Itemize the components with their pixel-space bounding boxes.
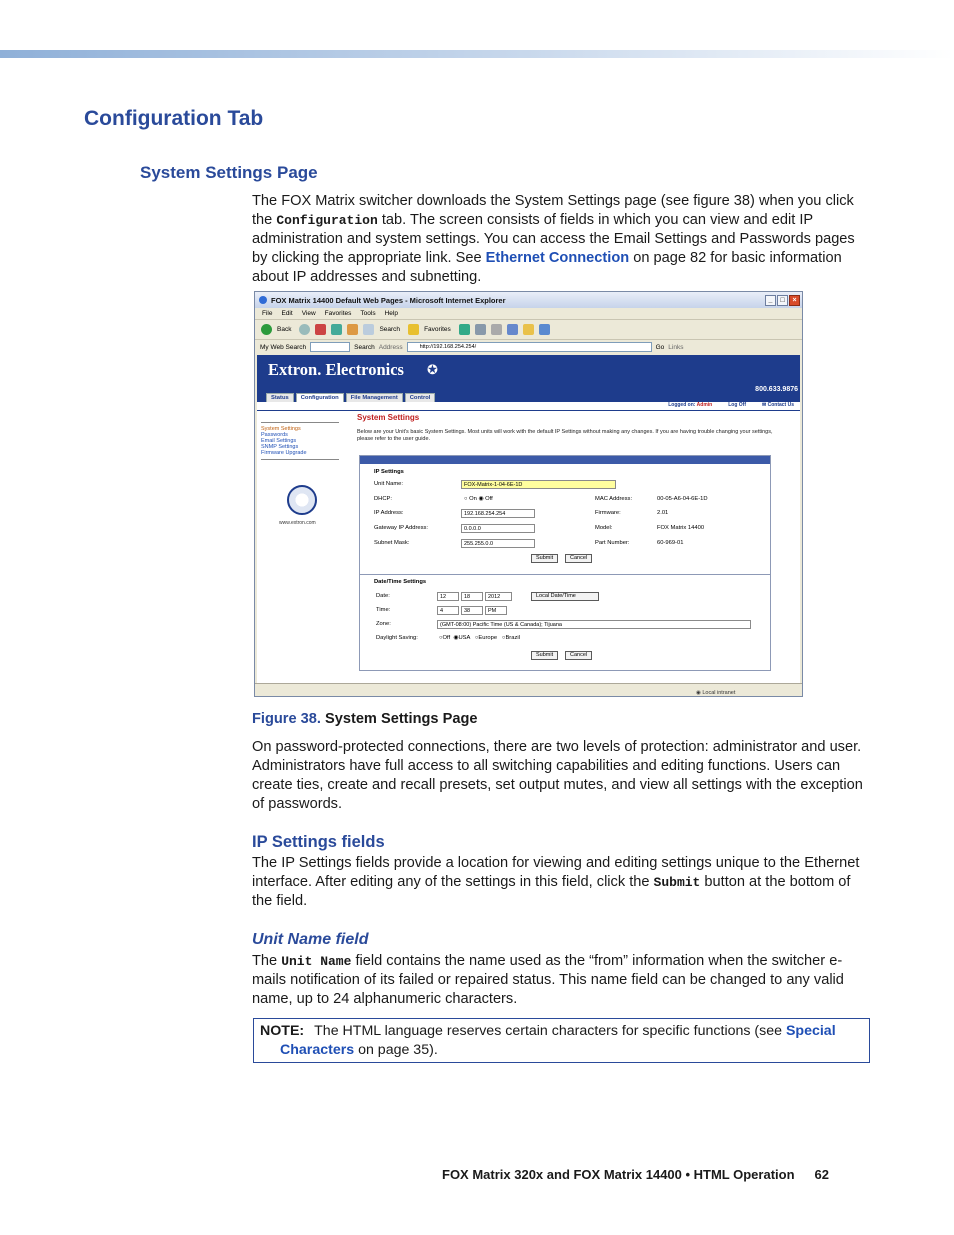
note-text-2: on page 35). — [354, 1042, 438, 1058]
dt-cancel-button[interactable]: Cancel — [565, 651, 592, 660]
menu-file[interactable]: File — [262, 310, 273, 317]
mac-label: MAC Address: — [595, 496, 633, 502]
login-bar — [257, 402, 800, 411]
close-icon[interactable]: × — [789, 295, 800, 306]
favorites-icon[interactable] — [408, 324, 419, 335]
logged-user: Admin — [696, 402, 713, 408]
intranet-icon: ◉ — [696, 690, 701, 696]
dst-off-label: Off — [442, 635, 451, 641]
refresh-icon[interactable] — [331, 324, 342, 335]
footer-title: FOX Matrix 320x and FOX Matrix 14400 • HTML Operation — [442, 1167, 795, 1182]
mail-icon: ✉ — [762, 402, 767, 408]
mail-icon[interactable] — [475, 324, 486, 335]
web-page — [257, 355, 800, 683]
note-box — [253, 1018, 870, 1063]
config-tabs — [266, 393, 435, 402]
ip-address-label: IP Address: — [374, 510, 404, 516]
settings-content — [357, 413, 773, 443]
year-select[interactable]: 2012 — [485, 592, 512, 601]
extron-seal-icon — [287, 485, 317, 515]
ip-submit-button[interactable]: Submit — [531, 554, 558, 563]
local-date-time-button[interactable]: Local Date/Time — [531, 592, 599, 601]
status-bar — [255, 683, 802, 696]
address-input[interactable] — [407, 342, 652, 352]
settings-panel — [359, 455, 771, 671]
daylight-saving-label: Daylight Saving: — [376, 635, 418, 641]
contact-us-link[interactable]: Contact Us — [767, 402, 794, 408]
dhcp-on-label: On — [469, 496, 477, 502]
dst-brazil-label: Brazil — [505, 635, 520, 641]
part-number-label: Part Number: — [595, 540, 630, 546]
ip-settings-paragraph — [252, 854, 870, 911]
special-characters-link[interactable]: Special Characters — [280, 1023, 836, 1058]
unit-name-paragraph — [252, 952, 870, 1009]
part-number-value: 60-969-01 — [657, 540, 684, 546]
left-nav — [261, 419, 339, 463]
menu-help[interactable]: Help — [384, 310, 398, 317]
print-icon[interactable] — [491, 324, 502, 335]
intro-paragraph — [252, 192, 870, 287]
zone-select[interactable]: (GMT-08:00) Pacific Time (US & Canada); Tijuana — [437, 620, 751, 629]
dst-usa-label: USA — [458, 635, 471, 641]
window-title: FOX Matrix 14400 Default Web Pages - Microsoft Internet Explorer — [271, 295, 506, 305]
dt-submit-button[interactable]: Submit — [531, 651, 558, 660]
minimize-icon[interactable]: _ — [765, 295, 776, 306]
unit-name-label: Unit Name: — [374, 481, 403, 487]
mac-value: 00-05-A6-04-6E-1D — [657, 496, 708, 502]
edit-icon[interactable] — [507, 324, 518, 335]
window-titlebar — [255, 292, 802, 308]
address-bar-row — [255, 340, 802, 354]
subnet-mask-input[interactable]: 255.255.0.0 — [461, 539, 535, 548]
back-label[interactable]: Back — [277, 326, 292, 333]
section-title: System Settings Page — [140, 163, 318, 182]
intro-text-2: tab. The screen consists of fields in which you can view and edit IP administration and system settings. You can access the Email Settings and Passwords pages by clicking the appropriate link. See — [252, 212, 855, 266]
dhcp-label: DHCP: — [374, 496, 393, 502]
unit-name-heading: Unit Name field — [252, 931, 369, 948]
history-icon[interactable] — [459, 324, 470, 335]
subnet-mask-label: Subnet Mask: — [374, 540, 410, 546]
tab-status[interactable]: Status — [266, 393, 294, 402]
unit-name-input[interactable]: FOX-Matrix-1-04-6E-1D — [461, 480, 616, 489]
gateway-label: Gateway IP Address: — [374, 525, 429, 531]
figure-screenshot — [254, 291, 803, 697]
header-accent-bar — [0, 50, 954, 58]
menu-edit[interactable]: Edit — [281, 310, 293, 317]
intro-text-1: The FOX Matrix switcher downloads the System Settings page (see figure 38) when you click the — [252, 193, 854, 228]
day-select[interactable]: 18 — [461, 592, 483, 601]
web-search-label: My Web Search — [260, 343, 307, 351]
system-settings-description: Below are your Unit's basic System Settings. Most units will work with the default IP Settings without making any changes. If you are having trouble changing your settings, please refer to the user guide. — [357, 429, 773, 442]
search-icon[interactable] — [363, 324, 374, 335]
status-zone: Local intranet — [702, 690, 736, 696]
nav-system-settings[interactable]: System Settings — [261, 426, 301, 432]
log-off-link[interactable]: Log Off — [728, 402, 746, 408]
nav-passwords[interactable]: Passwords — [261, 432, 288, 438]
firmware-label: Firmware: — [595, 510, 621, 516]
tab-file-management[interactable]: File Management — [346, 393, 403, 402]
maximize-icon[interactable]: □ — [777, 295, 788, 306]
ip-text-1: The IP Settings fields provide a location for viewing and editing settings unique to the Ethernet interface. After editing any of the settings in this field, click the — [252, 855, 860, 890]
menu-view[interactable]: View — [301, 310, 316, 317]
menu-bar — [255, 308, 802, 320]
menu-tools[interactable]: Tools — [360, 310, 376, 317]
figure-caption-text: System Settings Page — [320, 711, 478, 727]
ip-text-2: button at the bottom of the field. — [252, 874, 851, 909]
page-title: Configuration Tab — [84, 107, 264, 130]
model-value: FOX Matrix 14400 — [657, 525, 705, 531]
browser-toolbar — [255, 320, 802, 340]
home-icon[interactable] — [347, 324, 358, 335]
month-select[interactable]: 12 — [437, 592, 459, 601]
unit-text-2: field contains the name used as the “from” information when the switcher e-mails notification of its failed or repaired status. This name field can be changed to any valid name, up to 24 alphanumeric characters. — [252, 953, 844, 1007]
stop-icon[interactable] — [315, 324, 326, 335]
go-button[interactable]: Go — [655, 343, 665, 351]
search-label[interactable]: Search — [379, 326, 401, 333]
note-text-1: The HTML language reserves certain characters for specific functions (see — [314, 1023, 786, 1039]
logged-on-label: Logged on: — [668, 402, 696, 408]
web-search-button[interactable]: Search — [354, 343, 375, 351]
page-number: 62 — [814, 1167, 829, 1182]
date-label: Date: — [376, 593, 390, 599]
hour-select[interactable]: 4 — [437, 606, 459, 615]
ampm-select[interactable]: PM — [485, 606, 507, 615]
address-value: http://192.168.254.254/ — [419, 344, 477, 350]
ip-settings-heading: IP Settings fields — [252, 833, 385, 851]
time-label: Time: — [376, 607, 391, 613]
nav-firmware-upgrade[interactable]: Firmware Upgrade — [261, 450, 307, 456]
unit-code: Unit Name — [281, 954, 352, 969]
system-settings-title: System Settings — [357, 413, 420, 422]
ip-code: Submit — [653, 875, 701, 890]
address-label: Address — [378, 343, 403, 351]
figure-number: Figure 38. — [252, 711, 321, 727]
extron-url[interactable]: www.extron.com — [279, 520, 316, 526]
dhcp-off-label: Off — [485, 496, 493, 502]
zone-label: Zone: — [376, 621, 391, 627]
favorites-label[interactable]: Favorites — [424, 326, 451, 333]
folder-icon[interactable] — [523, 324, 534, 335]
ip-address-input[interactable]: 192.168.254.254 — [461, 509, 535, 518]
ip-settings-title: IP Settings — [374, 469, 404, 475]
intro-code: Configuration — [276, 213, 378, 228]
menu-favorites[interactable]: Favorites — [324, 310, 352, 317]
dhcp-on-radio[interactable]: ○ On ◉ Off — [464, 496, 493, 502]
figure-caption — [252, 711, 477, 727]
unit-text-1: The — [252, 953, 282, 969]
note-label: NOTE: — [260, 1023, 305, 1039]
firmware-value: 2.01 — [657, 510, 669, 516]
ethernet-connection-link[interactable]: Ethernet Connection — [485, 250, 630, 266]
extron-banner — [257, 355, 800, 402]
nav-snmp-settings[interactable]: SNMP Settings — [261, 444, 299, 450]
forward-icon[interactable] — [299, 324, 310, 335]
ie-icon — [259, 296, 267, 304]
tab-control[interactable]: Control — [405, 393, 436, 402]
protection-paragraph: On password-protected connections, there are two levels of protection: administrator and user. Administrators have full access to all switching capabilities and editing functions. Users can create ties, create and recall presets, set output mutes, and view all settings with the exception of passwords. — [252, 739, 863, 812]
dst-europe-label: Europe — [478, 635, 498, 641]
nav-email-settings[interactable]: Email Settings — [261, 438, 297, 444]
intro-text-3: on page 82 for basic information about IP addresses and subnetting. — [252, 250, 842, 285]
model-label: Model: — [595, 525, 613, 531]
date-time-title: Date/Time Settings — [374, 579, 427, 585]
extron-logo-icon: ✪ — [427, 362, 438, 377]
messenger-icon[interactable] — [539, 324, 550, 335]
gateway-input[interactable]: 0.0.0.0 — [461, 524, 535, 533]
web-search-input[interactable] — [310, 342, 350, 352]
tab-configuration[interactable]: Configuration — [296, 393, 344, 402]
back-icon[interactable] — [261, 324, 272, 335]
ip-cancel-button[interactable]: Cancel — [565, 554, 592, 563]
minute-select[interactable]: 38 — [461, 606, 483, 615]
phone-number: 800.633.9876 — [755, 386, 798, 393]
dst-radio-group[interactable]: ○Off ◉USA ○Europe ○Brazil — [439, 635, 520, 641]
page-footer — [442, 1167, 829, 1182]
links-button[interactable]: Links — [668, 343, 684, 351]
brand-logo: Extron. Electronics — [268, 360, 404, 379]
